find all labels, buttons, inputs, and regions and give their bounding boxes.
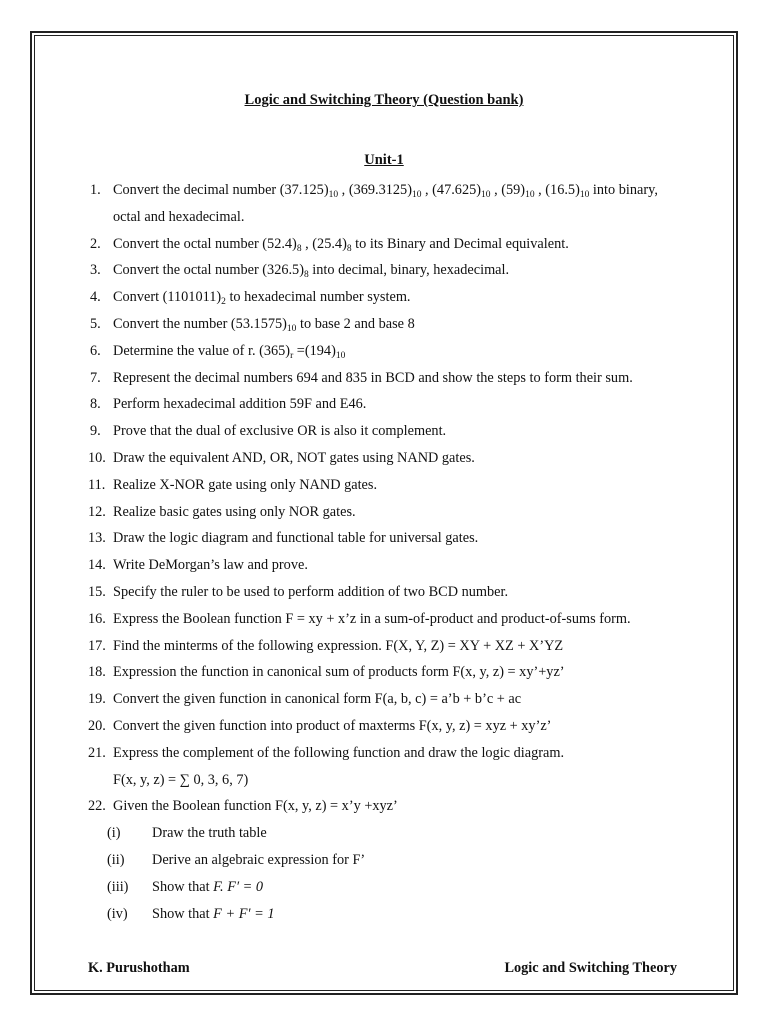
list-item — [88, 260, 688, 287]
list-item — [88, 662, 688, 689]
question-text: Convert the decimal number $(37.125)_{10}$ , $(369.3125)_{10}$ , $(47.625)_{10}$ , $(59)_{10}$ , $(16.5)_{10}$ into binary, — [113, 182, 658, 200]
question-text: Express the Boolean function F = xy + x’z in a sum-of-product and product-of-sums form. — [113, 610, 631, 627]
list-item — [88, 689, 688, 716]
list-item — [88, 502, 688, 529]
list-item — [88, 421, 688, 448]
question-text: Expression the function in canonical sum of products form F(x, y, z) = xy’+yz’ — [113, 664, 565, 681]
list-item — [88, 555, 688, 582]
question-text: Represent the decimal numbers 694 and 835 in BCD and show the steps to form their sum. — [113, 369, 633, 386]
question-number: 16. — [88, 610, 106, 627]
question-number: 22. — [88, 798, 106, 815]
question-number: 1. — [90, 182, 101, 198]
question-number: 11. — [88, 476, 106, 493]
list-item — [88, 796, 688, 823]
question-text: Draw the equivalent AND, OR, NOT gates using NAND gates. — [113, 449, 475, 466]
question-number: 7. — [90, 369, 101, 386]
question-number: 5. — [90, 315, 101, 332]
question-text: F(x, y, z) = ∑ 0, 3, 6, 7) — [113, 771, 249, 788]
list-item-continuation — [88, 770, 688, 797]
list-item — [88, 394, 688, 421]
question-text: Find the minterms of the following expression. F(X, Y, Z) = XY + XZ + X’YZ — [113, 637, 564, 654]
list-item — [88, 743, 688, 770]
footer-author: K. Purushotham — [88, 960, 190, 976]
question-text: octal and hexadecimal. — [113, 208, 245, 225]
sub-list-item — [88, 877, 688, 904]
question-text: Convert the given function in canonical form F(a, b, c) = a’b + b’c + ac — [113, 691, 522, 708]
sub-item-text: Draw the truth table — [152, 825, 267, 842]
question-number: 17. — [88, 637, 106, 654]
question-text: Express the complement of the following function and draw the logic diagram. — [113, 744, 565, 761]
list-item-continuation — [88, 207, 688, 234]
question-number: 12. — [88, 503, 106, 520]
question-text: Draw the logic diagram and functional table for universal gates. — [113, 530, 479, 547]
question-number: 9. — [90, 423, 101, 440]
question-number: 21. — [88, 744, 106, 761]
question-number: 13. — [88, 530, 106, 547]
question-text: Convert the given function into product of maxterms F(x, y, z) = xyz + xy’z’ — [113, 717, 552, 734]
list-item — [88, 234, 688, 261]
math-expression: F. F′ = 0 — [213, 878, 264, 895]
sub-list-item — [88, 850, 688, 877]
sub-item-numeral: (iv) — [107, 905, 128, 922]
sub-item-numeral: (iii) — [107, 878, 129, 895]
question-text: Convert the octal number $(52.4)_8$ , $(25.4)_8$ to its Binary and Decimal equivalent. — [113, 235, 569, 254]
list-item — [88, 582, 688, 609]
question-number: 6. — [90, 342, 101, 359]
question-number: 2. — [90, 235, 101, 252]
question-number: 18. — [88, 664, 106, 681]
sub-list-item — [88, 904, 688, 931]
footer-course: Logic and Switching Theory — [504, 960, 677, 976]
list-item — [88, 475, 688, 502]
question-number: 19. — [88, 691, 106, 708]
question-text: Prove that the dual of exclusive OR is also it complement. — [113, 423, 447, 440]
question-number: 14. — [88, 557, 106, 574]
question-text: Specify the ruler to be used to perform addition of two BCD number. — [113, 583, 509, 600]
question-text: Convert the octal number $(326.5)_8$ into decimal, binary, hexadecimal. — [113, 262, 510, 281]
question-text: Realize X-NOR gate using only NAND gates. — [113, 476, 378, 493]
document-title: Logic and Switching Theory (Question bank) — [244, 92, 524, 108]
sub-item-numeral: (ii) — [107, 851, 125, 868]
list-item — [88, 609, 688, 636]
sub-list-item — [88, 823, 688, 850]
question-text: Given the Boolean function F(x, y, z) = x’y +xyz’ — [113, 798, 398, 815]
list-item — [88, 287, 688, 314]
list-item — [88, 180, 688, 207]
list-item — [88, 448, 688, 475]
question-number: 4. — [90, 289, 101, 306]
question-list — [88, 180, 688, 930]
question-number: 10. — [88, 449, 106, 466]
question-text: Determine the value of r. $(365)_r =(194)_{10}$ — [113, 342, 346, 361]
question-number: 20. — [88, 717, 106, 734]
question-text: Convert $(1101011)_2$ to hexadecimal number system. — [113, 289, 411, 308]
sub-item-text: Derive an algebraic expression for F’ — [152, 851, 366, 868]
list-item — [88, 716, 688, 743]
sub-item-numeral: (i) — [107, 825, 121, 842]
question-number: 3. — [90, 262, 101, 279]
list-item — [88, 528, 688, 555]
question-number: 15. — [88, 583, 106, 600]
question-text: Write DeMorgan’s law and prove. — [113, 557, 308, 574]
question-number: 8. — [90, 396, 101, 413]
sub-item-text: Show that F. F′ = 0 — [152, 878, 264, 895]
sub-item-text: Show that F + F′ = 1 — [152, 905, 275, 922]
list-item — [88, 368, 688, 395]
list-item — [88, 314, 688, 341]
question-text: Convert the number $(53.1575)_{10}$ to base 2 and base 8 — [113, 315, 415, 334]
list-item — [88, 636, 688, 663]
unit-heading: Unit-1 — [364, 152, 404, 168]
list-item — [88, 341, 688, 368]
math-expression: F + F′ = 1 — [213, 905, 275, 922]
question-text: Realize basic gates using only NOR gates. — [113, 503, 356, 520]
question-text: Perform hexadecimal addition 59F and E46. — [113, 396, 367, 413]
